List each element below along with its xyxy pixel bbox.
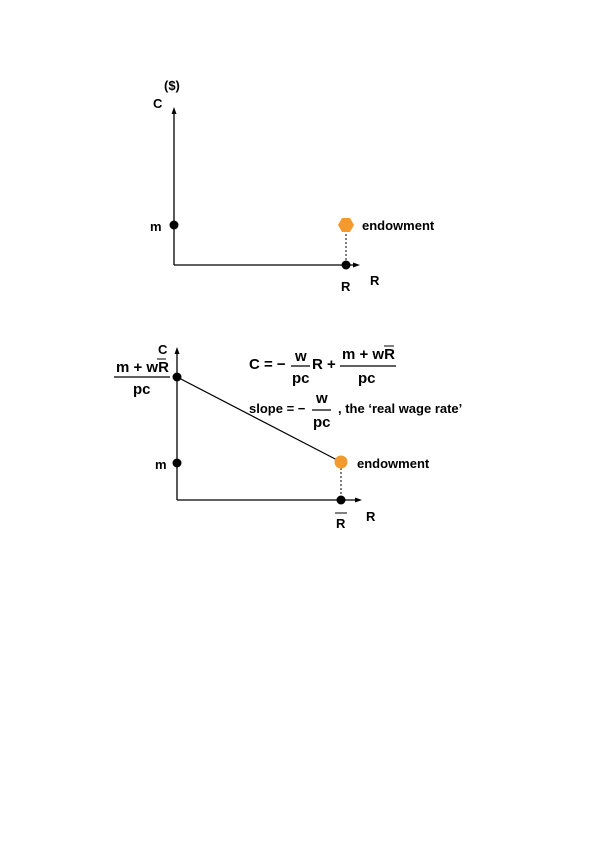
slope-pc: pc [313,414,331,431]
intercept-numerator: m + wR [116,359,169,376]
top-y-axis-label: C [153,96,163,111]
bottom-m-point [173,459,182,468]
top-r-point-label: R [341,279,351,294]
bottom-diagram [114,342,462,531]
top-y-unit-label: ($) [164,78,180,93]
bottom-endowment-label: endowment [357,456,430,471]
equation-w: w [295,348,307,365]
equation-pc1: pc [292,370,310,387]
equation-mid: R + [312,356,336,373]
top-endowment-label: endowment [362,218,435,233]
top-diagram [150,78,435,294]
equation-numerator: m + wR [342,346,395,363]
top-x-axis-arrowhead [353,263,360,268]
slope-prefix: slope = − [249,401,306,416]
bottom-m-label: m [155,457,167,472]
budget-equation [249,346,396,387]
bottom-endowment-point [335,456,348,469]
bottom-y-axis-arrowhead [175,347,180,354]
top-m-label: m [150,219,162,234]
bottom-rbar-label: R [336,516,346,531]
equation-lhs: C = − [249,356,286,373]
bottom-x-axis-arrowhead [355,498,362,503]
top-r-point [342,261,351,270]
slope-annotation [249,390,462,431]
intercept-point [173,373,182,382]
intercept-denominator: pc [133,381,151,398]
top-endowment-point [338,218,354,232]
bottom-x-axis-label: R [366,509,376,524]
bottom-rbar-point [337,496,346,505]
slope-suffix: , the ‘real wage rate’ [338,401,463,416]
equation-pc2: pc [358,370,376,387]
top-y-axis-arrowhead [172,107,177,114]
top-x-axis-label: R [370,273,380,288]
slope-w: w [316,390,328,407]
top-m-point [170,221,179,230]
bottom-y-axis-label: C [158,342,168,357]
